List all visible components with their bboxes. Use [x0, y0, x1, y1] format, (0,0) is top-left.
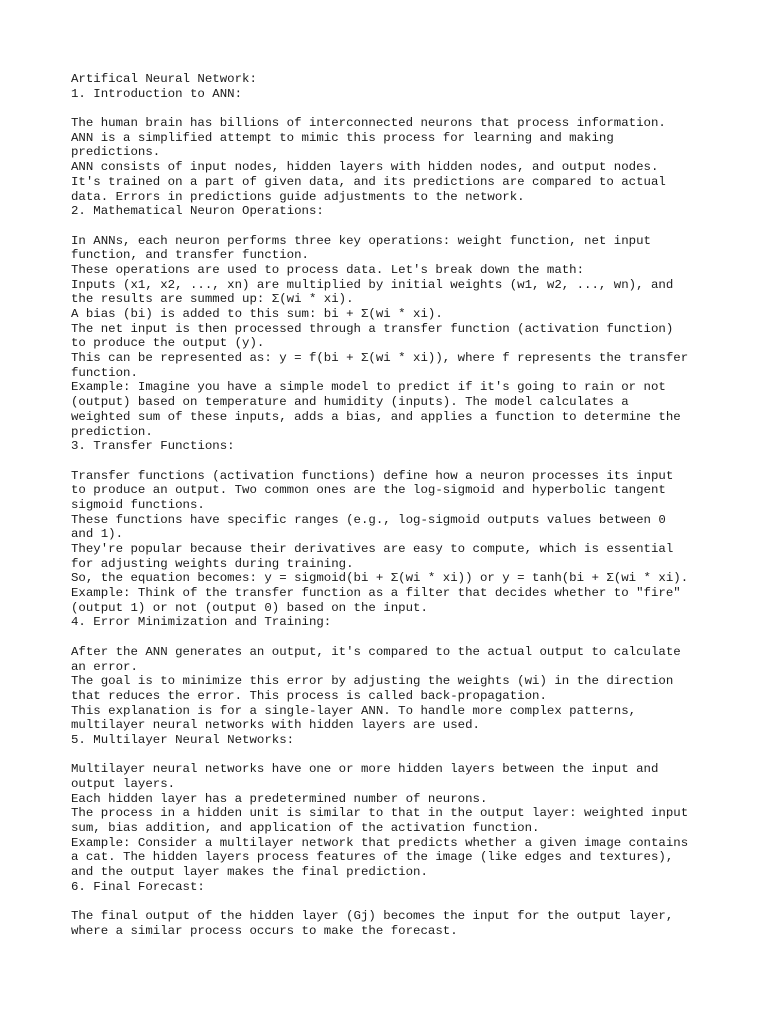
text-line: These functions have specific ranges (e.g., log-sigmoid outputs values between 0	[71, 512, 666, 527]
text-line: where a similar process occurs to make the forecast.	[71, 923, 458, 938]
text-line: Multilayer neural networks have one or more hidden layers between the input and	[71, 762, 659, 777]
text-line: The net input is then processed through a transfer function (activation function)	[71, 321, 674, 336]
text-line	[71, 101, 711, 116]
text-line: weighted sum of these inputs, adds a bias, and applies a function to determine the	[71, 409, 681, 424]
text-line: ANN consists of input nodes, hidden layers with hidden nodes, and output nodes.	[71, 160, 659, 175]
text-line: that reduces the error. This process is called back-propagation.	[71, 688, 547, 703]
text-line: 2. Mathematical Neuron Operations:	[71, 204, 324, 219]
text-line: to produce an output. Two common ones are the log-sigmoid and hyperbolic tangent	[71, 483, 666, 498]
text-line: function, and transfer function.	[71, 248, 309, 263]
text-line: 3. Transfer Functions:	[71, 439, 235, 454]
text-line: This can be represented as: y = f(bi + Σ(wi * xi)), where f represents the transfer	[71, 351, 689, 366]
text-line: to produce the output (y).	[71, 336, 265, 351]
text-line: 1. Introduction to ANN:	[71, 86, 243, 101]
text-line: The process in a hidden unit is similar to that in the output layer: weighted input	[71, 806, 689, 821]
text-line: It's trained on a part of given data, and its predictions are compared to actual	[71, 174, 666, 189]
text-line: Artifical Neural Network:	[71, 72, 257, 86]
text-line: and 1).	[71, 527, 124, 542]
text-line: The goal is to minimize this error by adjusting the weights (wi) in the direction	[71, 674, 674, 689]
text-line: the results are summed up: Σ(wi * xi).	[71, 292, 354, 307]
text-line: Inputs (x1, x2, ..., xn) are multiplied by initial weights (w1, w2, ..., wn), and	[71, 277, 674, 292]
text-line: 6. Final Forecast:	[71, 879, 205, 894]
text-line: They're popular because their derivatives are easy to compute, which is essential	[71, 542, 674, 556]
text-line: A bias (bi) is added to this sum: bi + Σ(wi * xi).	[71, 307, 443, 321]
text-line: 5. Multilayer Neural Networks:	[71, 732, 295, 747]
text-line: These operations are used to process data. Let's break down the math:	[71, 262, 585, 277]
text-line: After the ANN generates an output, it's compared to the actual output to calculate	[71, 644, 681, 659]
text-line: data. Errors in predictions guide adjustments to the network.	[71, 189, 525, 204]
document-body	[71, 72, 711, 939]
text-line: sum, bias addition, and application of the activation function.	[71, 821, 540, 836]
text-line: (output) based on temperature and humidity (inputs). The model calculates a	[71, 395, 629, 410]
text-line: The final output of the hidden layer (Gj) becomes the input for the output layer,	[71, 909, 674, 924]
text-line: This explanation is for a single-layer ANN. To handle more complex patterns,	[71, 703, 637, 718]
text-line: Example: Imagine you have a simple model to predict if it's going to rain or not	[71, 380, 666, 395]
text-line: predictions.	[71, 145, 161, 160]
text-line: The human brain has billions of interconnected neurons that process information.	[71, 116, 666, 131]
text-line: Transfer functions (activation functions) define how a neuron processes its input	[71, 468, 674, 483]
text-line: (output 1) or not (output 0) based on the input.	[71, 600, 428, 615]
text-line	[71, 219, 711, 234]
text-line	[71, 748, 711, 763]
text-line: function.	[71, 365, 138, 380]
text-line: prediction.	[71, 424, 153, 439]
text-line: a cat. The hidden layers process features of the image (like edges and textures),	[71, 850, 674, 865]
text-line: Each hidden layer has a predetermined number of neurons.	[71, 791, 488, 806]
text-line: ANN is a simplified attempt to mimic this process for learning and making	[71, 130, 614, 145]
text-line: an error.	[71, 659, 138, 674]
text-line: for adjusting weights during training.	[71, 556, 354, 571]
text-line	[71, 895, 711, 910]
text-line	[71, 454, 711, 469]
text-line: output layers.	[71, 777, 176, 791]
text-line: 4. Error Minimization and Training:	[71, 615, 332, 630]
text-line: In ANNs, each neuron performs three key operations: weight function, net input	[71, 233, 651, 248]
text-line: multilayer neural networks with hidden layers are used.	[71, 718, 480, 733]
text-line: sigmoid functions.	[71, 497, 205, 512]
text-line: So, the equation becomes: y = sigmoid(bi + Σ(wi * xi)) or y = tanh(bi + Σ(wi * xi).	[71, 571, 689, 586]
text-line: and the output layer makes the final prediction.	[71, 865, 428, 880]
text-line: Example: Consider a multilayer network that predicts whether a given image contains	[71, 835, 689, 850]
text-line	[71, 630, 711, 645]
text-line: Example: Think of the transfer function as a filter that decides whether to "fire"	[71, 586, 681, 601]
